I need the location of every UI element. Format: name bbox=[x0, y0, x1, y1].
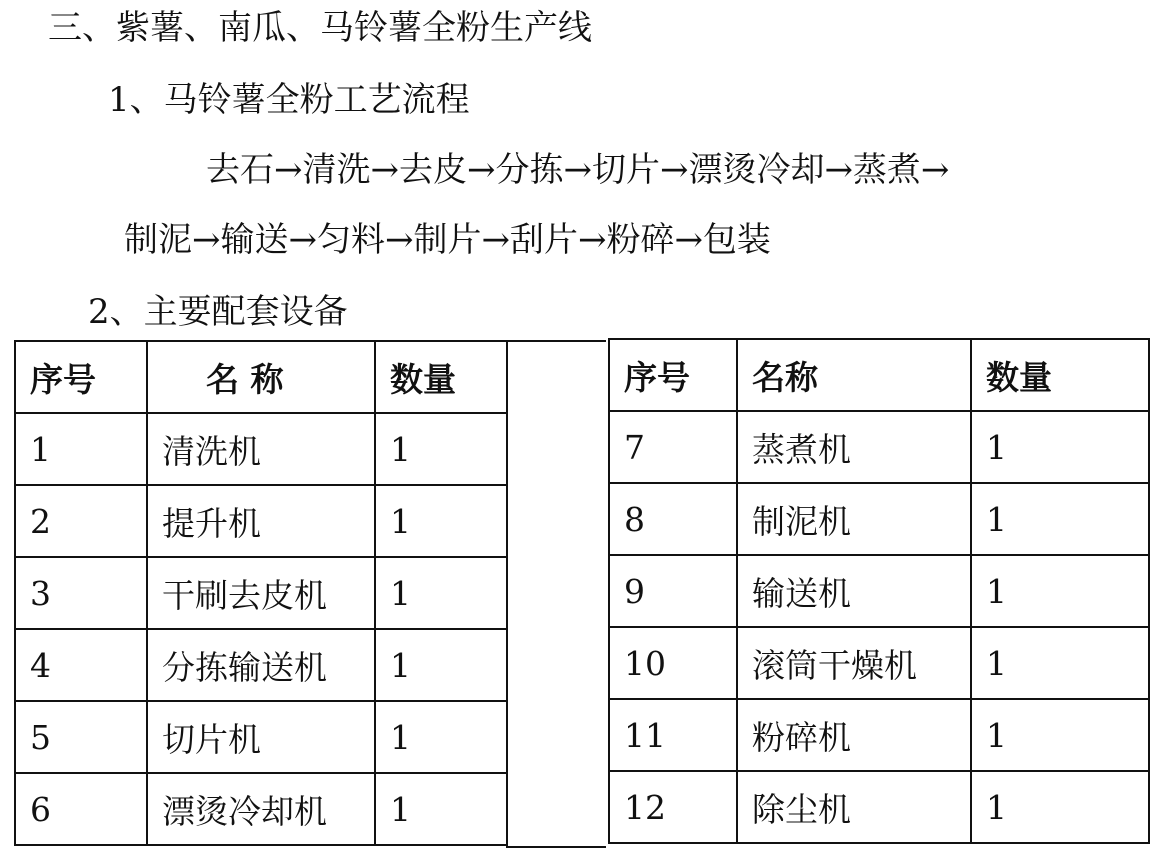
cell-index: 3 bbox=[15, 557, 147, 629]
cell-name: 滚筒干燥机 bbox=[737, 627, 971, 699]
table-row bbox=[15, 485, 507, 557]
header-quantity: 数量 bbox=[971, 339, 1149, 411]
cell-name: 分拣输送机 bbox=[147, 629, 375, 701]
cell-quantity: 1 bbox=[375, 413, 507, 485]
table-row bbox=[609, 699, 1149, 771]
table-row bbox=[15, 629, 507, 701]
process-flow-title: 1、马铃薯全粉工艺流程 bbox=[108, 80, 470, 120]
header-index: 序号 bbox=[609, 339, 737, 411]
cell-name: 切片机 bbox=[147, 701, 375, 773]
cell-index: 11 bbox=[609, 699, 737, 771]
cell-name: 输送机 bbox=[737, 555, 971, 627]
table-row bbox=[609, 771, 1149, 843]
table-row bbox=[15, 773, 507, 845]
header-quantity: 数量 bbox=[375, 341, 507, 413]
cell-name: 粉碎机 bbox=[737, 699, 971, 771]
cell-quantity: 1 bbox=[971, 483, 1149, 555]
table-row bbox=[15, 557, 507, 629]
cell-index: 8 bbox=[609, 483, 737, 555]
cell-name: 漂烫冷却机 bbox=[147, 773, 375, 845]
header-index: 序号 bbox=[15, 341, 147, 413]
cell-index: 2 bbox=[15, 485, 147, 557]
cell-quantity: 1 bbox=[375, 773, 507, 845]
cell-index: 7 bbox=[609, 411, 737, 483]
cell-quantity: 1 bbox=[971, 555, 1149, 627]
cell-index: 9 bbox=[609, 555, 737, 627]
cell-name: 蒸煮机 bbox=[737, 411, 971, 483]
cell-quantity: 1 bbox=[971, 771, 1149, 843]
equipment-table-right bbox=[608, 338, 1150, 844]
cell-index: 10 bbox=[609, 627, 737, 699]
cell-index: 1 bbox=[15, 413, 147, 485]
cell-name: 除尘机 bbox=[737, 771, 971, 843]
cell-name: 清洗机 bbox=[147, 413, 375, 485]
equipment-table-left bbox=[14, 340, 508, 846]
cell-name: 制泥机 bbox=[737, 483, 971, 555]
table-row bbox=[15, 701, 507, 773]
section-heading: 三、紫薯、南瓜、马铃薯全粉生产线 bbox=[48, 8, 592, 48]
cell-quantity: 1 bbox=[971, 699, 1149, 771]
table-gap bbox=[506, 340, 606, 848]
cell-quantity: 1 bbox=[971, 627, 1149, 699]
cell-index: 6 bbox=[15, 773, 147, 845]
cell-quantity: 1 bbox=[375, 629, 507, 701]
cell-quantity: 1 bbox=[971, 411, 1149, 483]
cell-index: 4 bbox=[15, 629, 147, 701]
table-row bbox=[609, 627, 1149, 699]
process-flow-line-1: 去石→清洗→去皮→分拣→切片→漂烫冷却→蒸煮→ bbox=[206, 150, 950, 190]
process-flow-line-2: 制泥→输送→匀料→制片→刮片→粉碎→包装 bbox=[124, 220, 771, 260]
table-row bbox=[609, 555, 1149, 627]
table-row bbox=[15, 413, 507, 485]
cell-index: 5 bbox=[15, 701, 147, 773]
table-row bbox=[609, 483, 1149, 555]
table-row bbox=[609, 411, 1149, 483]
header-name: 名 称 bbox=[147, 341, 375, 413]
table-header-row bbox=[15, 341, 507, 413]
equipment-title: 2、主要配套设备 bbox=[88, 292, 348, 332]
cell-quantity: 1 bbox=[375, 485, 507, 557]
cell-quantity: 1 bbox=[375, 701, 507, 773]
header-name: 名称 bbox=[737, 339, 971, 411]
cell-index: 12 bbox=[609, 771, 737, 843]
cell-name: 提升机 bbox=[147, 485, 375, 557]
cell-name: 干刷去皮机 bbox=[147, 557, 375, 629]
cell-quantity: 1 bbox=[375, 557, 507, 629]
table-header-row bbox=[609, 339, 1149, 411]
